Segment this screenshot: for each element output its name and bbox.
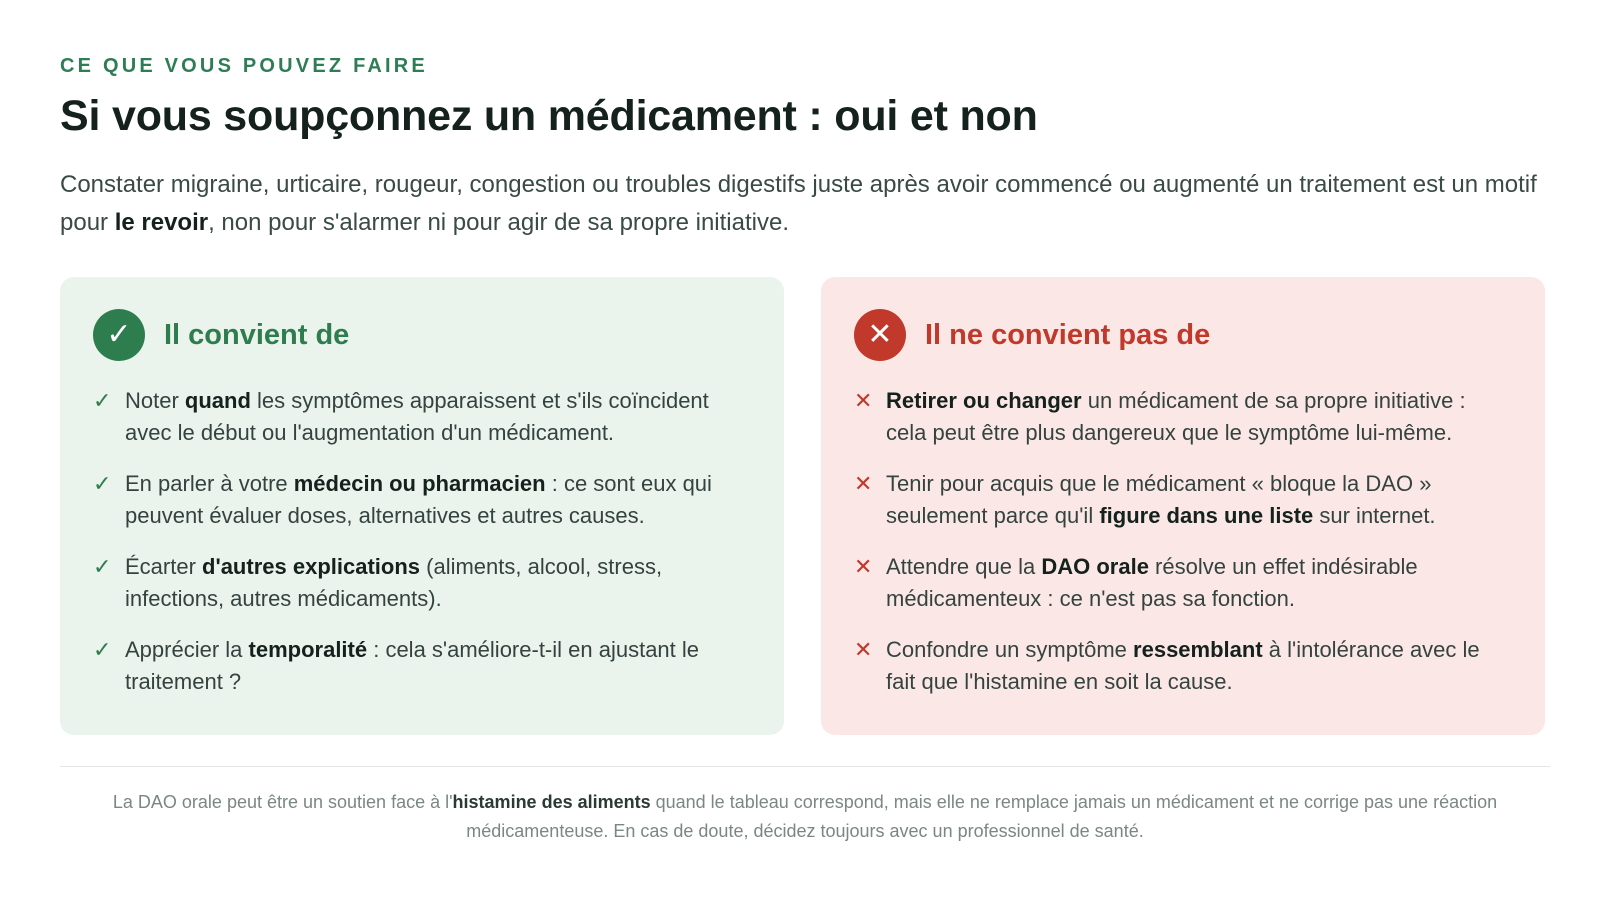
cross-icon: ✕ (854, 554, 873, 579)
do-list-item (93, 634, 733, 698)
item-text-after: sur internet. (1313, 503, 1436, 528)
item-emphasis: Retirer ou changer (886, 388, 1082, 413)
item-text-before: Confondre un symptôme (886, 637, 1134, 662)
do-card-header (93, 309, 349, 361)
dont-list-item (854, 551, 1494, 615)
dont-list (854, 385, 1494, 717)
do-list-item (93, 468, 733, 532)
item-emphasis: figure dans une liste (1099, 503, 1314, 528)
item-emphasis: DAO orale (1041, 554, 1149, 579)
cross-icon: ✕ (854, 388, 873, 413)
item-text-after: : ce sont eux qui peuvent évaluer doses, alternatives et autres causes. (125, 471, 712, 528)
item-emphasis: ressemblant (1133, 637, 1263, 662)
dont-list-item (854, 385, 1494, 449)
item-text-before: Tenir pour acquis que le médicament « bloque la DAO » seulement parce qu'il (886, 471, 1432, 528)
item-emphasis: temporalité (248, 637, 368, 662)
do-list-item (93, 551, 733, 615)
do-card (60, 277, 784, 735)
item-text-after: résolve un effet indésirable médicamenteux : ce n'est pas sa fonction. (886, 554, 1418, 611)
item-text-before: Écarter (125, 554, 203, 579)
item-text-before: Attendre que la (886, 554, 1042, 579)
dont-list-item (854, 634, 1494, 698)
footnote-text-after: quand le tableau correspond, mais elle ne remplace jamais un médicament et ne corrige pas une réaction médicamenteuse. En cas de doute, décidez toujours avec un professionnel de santé. (466, 792, 1498, 841)
close-icon: ✕ (854, 309, 906, 361)
footnote-emphasis: histamine des aliments (452, 792, 651, 812)
section-eyebrow: CE QUE VOUS POUVEZ FAIRE (60, 55, 428, 77)
do-list-item (93, 385, 733, 449)
divider (60, 766, 1550, 767)
item-text-after: à l'intolérance avec le fait que l'histamine en soit la cause. (886, 637, 1480, 694)
footnote (60, 788, 1550, 846)
intro-text-after: , non pour s'alarmer ni pour agir de sa propre initiative. (208, 209, 789, 236)
intro-paragraph (60, 166, 1550, 242)
cross-icon: ✕ (854, 471, 873, 496)
item-emphasis: d'autres explications (202, 554, 421, 579)
do-card-title: Il convient de (164, 318, 350, 351)
checkmark-icon: ✓ (93, 388, 112, 413)
check-icon: ✓ (93, 309, 145, 361)
item-text-after: (aliments, alcool, stress, infections, autres médicaments). (125, 554, 663, 611)
dont-list-item (854, 468, 1494, 532)
checkmark-icon: ✓ (93, 637, 112, 662)
cross-icon: ✕ (854, 637, 873, 662)
page-title: Si vous soupçonnez un médicament : oui et non (60, 92, 1038, 140)
item-text-after: un médicament de sa propre initiative : cela peut être plus dangereux que le symptôme lui-même. (886, 388, 1466, 445)
dont-card-title: Il ne convient pas de (925, 318, 1211, 351)
checkmark-icon: ✓ (93, 471, 112, 496)
checkmark-icon: ✓ (93, 554, 112, 579)
item-text-before: Apprécier la (125, 637, 249, 662)
item-text-after: les symptômes apparaissent et s'ils coïncident avec le début ou l'augmentation d'un médicament. (125, 388, 709, 445)
item-text-before: En parler à votre (125, 471, 294, 496)
do-list (93, 385, 733, 717)
intro-text-before: Constater migraine, urticaire, rougeur, congestion ou troubles digestifs juste après avoir commencé ou augmenté un traitement est un motif pour (60, 171, 1537, 236)
item-text-before: Noter (125, 388, 185, 413)
dont-card-header (854, 309, 1210, 361)
item-emphasis: quand (184, 388, 251, 413)
dont-card (821, 277, 1545, 735)
item-text-after: : cela s'améliore-t-il en ajustant le traitement ? (125, 637, 700, 694)
item-emphasis: médecin ou pharmacien (293, 471, 546, 496)
footnote-text-before: La DAO orale peut être un soutien face à l' (112, 792, 453, 812)
intro-emphasis: le revoir (114, 209, 209, 236)
